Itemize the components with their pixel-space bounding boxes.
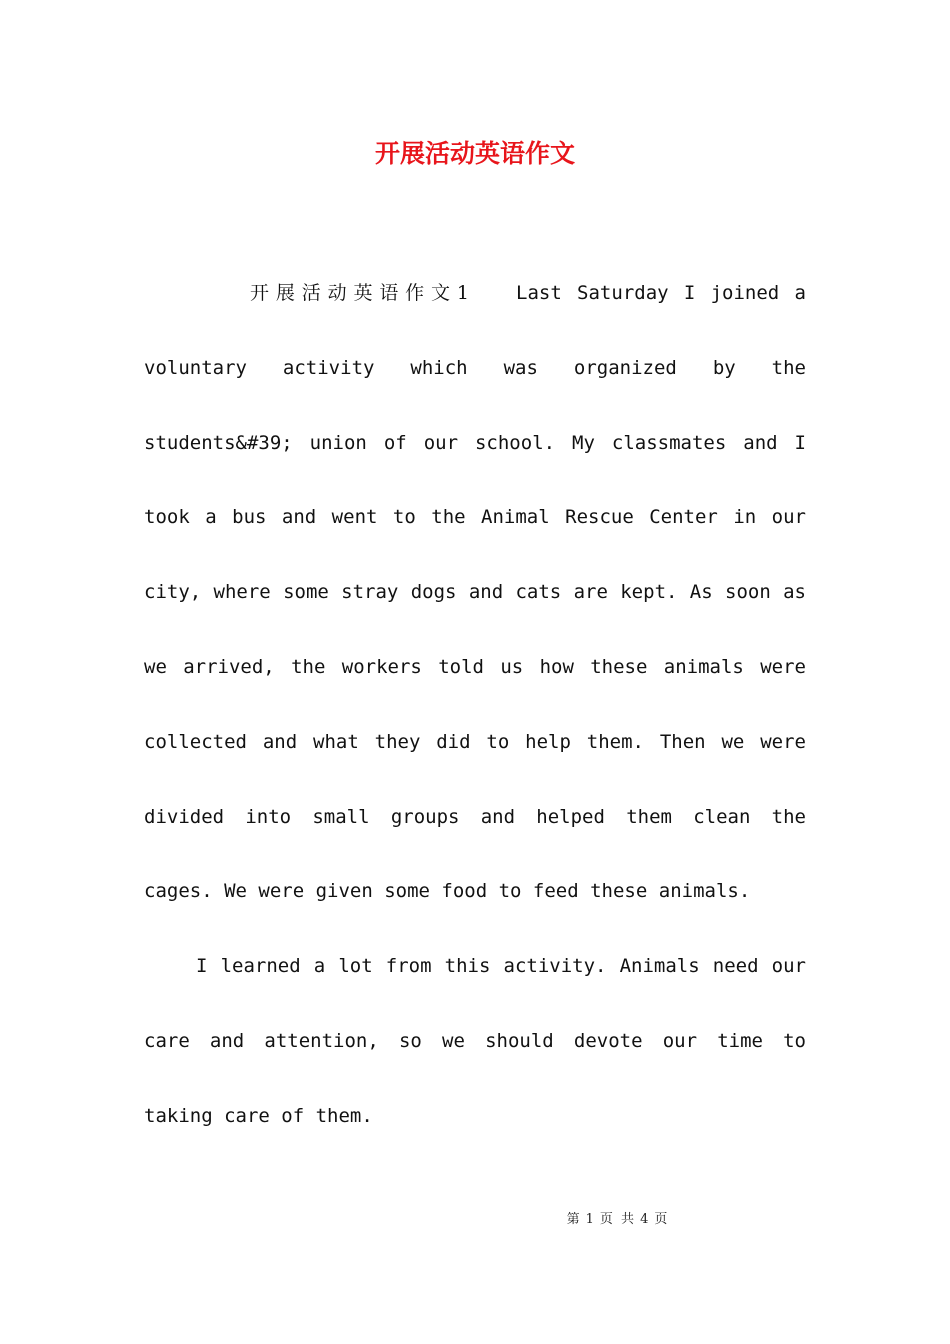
footer-total-pages: 4	[640, 1212, 649, 1227]
page-footer	[0, 1208, 950, 1227]
footer-suffix: 页	[654, 1212, 668, 1227]
footer-prefix: 第	[566, 1212, 580, 1227]
paragraph-1-heading: 开展活动英语作文1	[250, 282, 472, 304]
footer-middle: 页 共	[599, 1212, 635, 1227]
paragraph-1	[144, 256, 806, 929]
paragraph-1-text: Last Saturday I joined a voluntary activity which was organized by the students&#39; union of our school. My classmates and I took a bus and went to the Animal Rescue Center in our city, where some stray dogs and cats are kept. As soon as we arrived, the workers told us how these animals were collected and what they did to help them. Then we were divided into small groups and helped them clean the cages. We were given some food to feed these animals.	[144, 282, 806, 903]
document-title: 开展活动英语作文	[374, 139, 575, 168]
paragraph-2: I learned a lot from this activity. Animals need our care and attention, so we should devote our time to taking care of them.	[144, 955, 806, 1127]
footer-page-number: 1	[585, 1212, 594, 1227]
